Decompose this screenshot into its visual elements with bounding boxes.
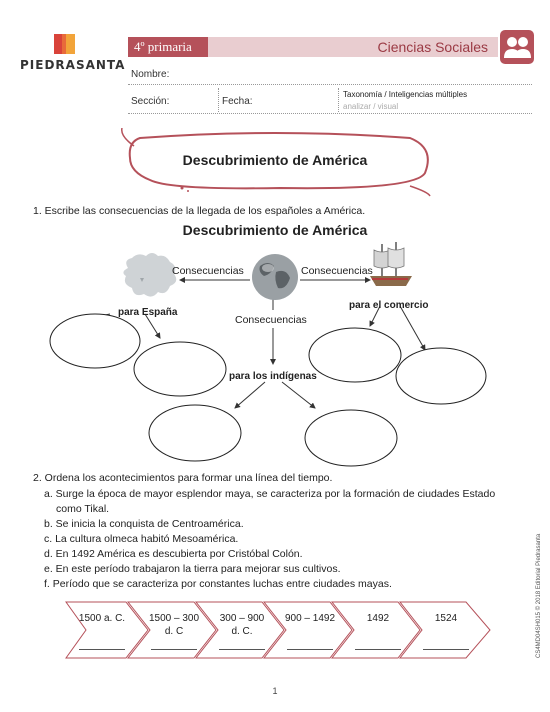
field-divider-1 xyxy=(218,88,219,112)
timeline-item-3-answer-line[interactable] xyxy=(219,649,265,650)
option-a-cont: como Tikal. xyxy=(56,503,110,515)
option-f: f. Período que se caracteriza por constantes luchas entre ciudades mayas. xyxy=(44,578,392,590)
diagram-title: Descubrimiento de América xyxy=(182,222,368,238)
espana-answer-oval-2[interactable] xyxy=(134,342,226,396)
timeline-item-2-line1: 1500 – 300 xyxy=(148,613,200,624)
option-d: d. En 1492 América es descubierta por Cristóbal Colón. xyxy=(44,548,303,560)
fecha-label: Fecha: xyxy=(222,96,253,107)
timeline-item-6[interactable] xyxy=(406,612,486,650)
ship-icon xyxy=(366,240,416,290)
group-icon-box xyxy=(500,30,534,64)
timeline-item-6-line1: 1524 xyxy=(434,613,458,624)
para-comercio-label: para el comercio xyxy=(349,300,429,311)
consecuencias-left-label: Consecuencias xyxy=(172,265,244,277)
timeline-item-4-answer-line[interactable] xyxy=(287,649,333,650)
globe-icon xyxy=(250,252,300,302)
consecuencias-right-label: Consecuencias xyxy=(301,265,373,277)
timeline-item-2-answer-line[interactable] xyxy=(151,649,197,650)
logo xyxy=(20,32,126,72)
espana-answer-oval-1[interactable] xyxy=(50,314,140,368)
timeline-item-5-line1: 1492 xyxy=(366,613,390,624)
timeline-item-4-line1: 900 – 1492 xyxy=(284,613,336,624)
timeline-item-2-line2: d. C xyxy=(164,626,184,637)
seccion-label: Sección: xyxy=(131,96,170,107)
timeline-item-1-line2 xyxy=(64,625,140,638)
timeline-item-5-answer-line[interactable] xyxy=(355,649,401,650)
timeline-item-6-line2 xyxy=(406,625,486,638)
option-e: e. En este período trabajaron la tierra para mejorar sus cultivos. xyxy=(44,563,341,575)
timeline-item-3-line1: 300 – 900 xyxy=(219,613,265,624)
option-a: a. Surge la época de mayor esplendor maya, se caracteriza por la formación de ciudades Estado xyxy=(44,488,496,500)
group-icon xyxy=(500,30,534,64)
para-espana-label: para España xyxy=(118,307,178,318)
timeline-item-3-line2: d. C. xyxy=(231,626,253,637)
answer-ellipses xyxy=(0,305,550,475)
seccion-line xyxy=(128,113,532,114)
timeline-item-1-line1: 1500 a. C. xyxy=(78,613,126,624)
question-1: 1. Escribe las consecuencias de la llegada de los españoles a América. xyxy=(33,205,366,217)
nombre-label: Nombre: xyxy=(131,69,170,80)
indigenas-answer-oval-1[interactable] xyxy=(149,405,241,461)
option-b: b. Se inicia la conquista de Centroamérica. xyxy=(44,518,244,530)
consecuencias-center-label: Consecuencias xyxy=(235,314,307,326)
timeline-item-1-answer-line[interactable] xyxy=(79,649,125,650)
field-divider-2 xyxy=(338,88,339,112)
grade-band: 4º primaria xyxy=(128,37,208,57)
page-number: 1 xyxy=(272,686,278,696)
option-c: c. La cultura olmeca habitó Mesoamérica. xyxy=(44,533,239,545)
indigenas-answer-oval-2[interactable] xyxy=(305,410,397,466)
comercio-answer-oval-2[interactable] xyxy=(396,348,486,404)
timeline-item-6-answer-line[interactable] xyxy=(423,649,469,650)
para-indigenas-label: para los indígenas xyxy=(229,371,317,382)
logo-text: PIEDRASANTA xyxy=(20,58,126,72)
logo-book-icon xyxy=(52,32,78,56)
side-code: CS4MD04SH015 © 2018 Editorial Piedrasanta xyxy=(536,533,542,658)
comercio-answer-oval-1[interactable] xyxy=(309,328,401,382)
subject-band: Ciencias Sociales xyxy=(208,37,498,57)
taxonomia-label: Taxonomía / Inteligencias múltiples xyxy=(343,90,468,99)
banner-title: Descubrimiento de América xyxy=(182,152,368,168)
question-2: 2. Ordena los acontecimientos para formar una línea del tiempo. xyxy=(33,472,333,484)
nombre-line[interactable] xyxy=(128,84,532,85)
timeline-item-1[interactable] xyxy=(64,612,140,650)
taxonomia-values: analizar / visual xyxy=(343,102,399,111)
